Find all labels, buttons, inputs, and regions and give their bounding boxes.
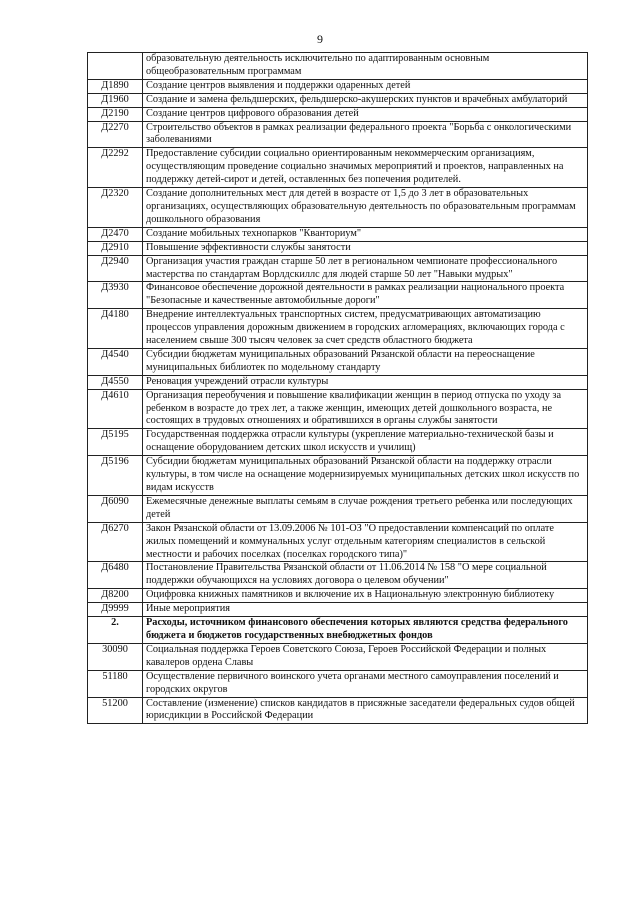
expense-code-cell	[88, 53, 143, 80]
expense-description-cell: Предоставление субсидии социально ориентированным некоммерческим организациям, осуществляющим проведение социально значимых мероприятий и проектов, направленных на поддержку детей-сирот и детей, оставленных без попечения родителей.	[143, 148, 588, 188]
table-row	[88, 562, 588, 589]
expense-code-cell: Д6270	[88, 522, 143, 562]
expense-code-cell: Д6090	[88, 495, 143, 522]
table-row	[88, 603, 588, 617]
table-row	[88, 429, 588, 456]
expense-code-cell: Д5196	[88, 456, 143, 496]
expense-description-cell: Создание мобильных технопарков "Кванториум"	[143, 227, 588, 241]
expense-code-cell: Д5195	[88, 429, 143, 456]
expense-description-cell: Социальная поддержка Героев Советского Союза, Героев Российской Федерации и полных кавалеров ордена Славы	[143, 643, 588, 670]
budget-codes-table	[87, 52, 588, 724]
table-row	[88, 121, 588, 148]
expense-code-cell: Д4610	[88, 389, 143, 429]
expense-code-cell: 51200	[88, 697, 143, 724]
expense-code-cell: Д2910	[88, 241, 143, 255]
expense-description-cell: Создание центров цифрового образования детей	[143, 107, 588, 121]
table-row	[88, 617, 588, 644]
expense-description-cell: Субсидии бюджетам муниципальных образований Рязанской области на переоснащение муниципальных библиотек по модельному стандарту	[143, 348, 588, 375]
expense-code-cell: Д2320	[88, 188, 143, 228]
expense-description-cell: Субсидии бюджетам муниципальных образований Рязанской области на поддержку отрасли культуры, в том числе на оснащение модернизируемых муниципальных детских школ искусств по видам искусств	[143, 456, 588, 496]
table-row	[88, 148, 588, 188]
table-row	[88, 188, 588, 228]
page-number: 9	[317, 32, 323, 46]
expense-description-cell: Осуществление первичного воинского учета органами местного самоуправления поселений и городских округов	[143, 670, 588, 697]
expense-description-cell: Организация переобучения и повышение квалификации женщин в период отпуска по уходу за ребенком в возрасте до трех лет, а также женщин, имеющих детей дошкольного возраста, не состоящих в трудовых отношениях и обратившихся в органы службы занятости	[143, 389, 588, 429]
table-row	[88, 456, 588, 496]
expense-code-cell: Д4180	[88, 309, 143, 349]
table-row	[88, 375, 588, 389]
expense-code-cell: Д8200	[88, 589, 143, 603]
expense-description-cell: Внедрение интеллектуальных транспортных систем, предусматривающих автоматизацию процессов управления дорожным движением в городских агломерациях, включающих города с населением свыше 300 тысяч человек за счет средств областного бюджета	[143, 309, 588, 349]
expense-code-cell: Д2270	[88, 121, 143, 148]
expense-code-cell: Д2470	[88, 227, 143, 241]
expense-description-cell: Реновация учреждений отрасли культуры	[143, 375, 588, 389]
table-row	[88, 589, 588, 603]
expense-description-cell: Оцифровка книжных памятников и включение их в Национальную электронную библиотеку	[143, 589, 588, 603]
expense-description-cell: Постановление Правительства Рязанской области от 11.06.2014 № 158 "О мере социальной поддержки обучающихся на условиях договора о целевом обучении"	[143, 562, 588, 589]
expense-description-cell: Государственная поддержка отрасли культуры (укрепление материально-технической базы и оснащение оборудованием детских школ искусств и училищ)	[143, 429, 588, 456]
expense-description-cell: Создание дополнительных мест для детей в возрасте от 1,5 до 3 лет в образовательных организациях, осуществляющих образовательную деятельность по образовательным программам дошкольного образования	[143, 188, 588, 228]
expense-code-cell: Д2940	[88, 255, 143, 282]
table-row	[88, 389, 588, 429]
expense-code-cell: Д9999	[88, 603, 143, 617]
expense-code-cell: Д4540	[88, 348, 143, 375]
expense-code-cell: Д2190	[88, 107, 143, 121]
expense-code-cell: Д6480	[88, 562, 143, 589]
table-row	[88, 53, 588, 80]
expense-code-cell: 51180	[88, 670, 143, 697]
table-row	[88, 241, 588, 255]
table-row	[88, 643, 588, 670]
table-row	[88, 79, 588, 93]
table-row	[88, 495, 588, 522]
expense-description-cell: Создание центров выявления и поддержки одаренных детей	[143, 79, 588, 93]
expense-description-cell: Повышение эффективности службы занятости	[143, 241, 588, 255]
table-row	[88, 282, 588, 309]
table-row	[88, 227, 588, 241]
table-row	[88, 309, 588, 349]
expense-description-cell: Расходы, источником финансового обеспечения которых являются средства федерального бюджета и бюджетов государственных внебюджетных фондов	[143, 617, 588, 644]
table-row	[88, 522, 588, 562]
expense-code-cell: Д1890	[88, 79, 143, 93]
expense-code-cell: 30090	[88, 643, 143, 670]
expense-description-cell: образовательную деятельность исключительно по адаптированным основным общеобразовательным программам	[143, 53, 588, 80]
table-row	[88, 107, 588, 121]
table-row	[88, 697, 588, 724]
expense-code-cell: Д1960	[88, 93, 143, 107]
expense-description-cell: Финансовое обеспечение дорожной деятельности в рамках реализации национального проекта "Безопасные и качественные автомобильные дороги"	[143, 282, 588, 309]
expense-description-cell: Составление (изменение) списков кандидатов в присяжные заседатели федеральных судов общей юрисдикции в Российской Федерации	[143, 697, 588, 724]
table-row	[88, 93, 588, 107]
table-row	[88, 670, 588, 697]
expense-code-cell: Д4550	[88, 375, 143, 389]
expense-description-cell: Закон Рязанской области от 13.09.2006 № 101-ОЗ "О предоставлении компенсаций по оплате жилых помещений и коммунальных услуг отдельным категориям специалистов в сельской местности и рабочих поселках (поселках городского типа)"	[143, 522, 588, 562]
expense-description-cell: Ежемесячные денежные выплаты семьям в случае рождения третьего ребенка или последующих детей	[143, 495, 588, 522]
table-row	[88, 348, 588, 375]
expense-code-cell: 2.	[88, 617, 143, 644]
table-row	[88, 255, 588, 282]
expense-description-cell: Организация участия граждан старше 50 лет в региональном чемпионате профессионального мастерства по стандартам Ворлдскиллс для людей старше 50 лет "Навыки мудрых"	[143, 255, 588, 282]
expense-description-cell: Создание и замена фельдшерских, фельдшерско-акушерских пунктов и врачебных амбулаторий	[143, 93, 588, 107]
expense-code-cell: Д2292	[88, 148, 143, 188]
expense-description-cell: Строительство объектов в рамках реализации федерального проекта "Борьба с онкологическими заболеваниями	[143, 121, 588, 148]
expense-description-cell: Иные мероприятия	[143, 603, 588, 617]
expense-code-cell: Д3930	[88, 282, 143, 309]
